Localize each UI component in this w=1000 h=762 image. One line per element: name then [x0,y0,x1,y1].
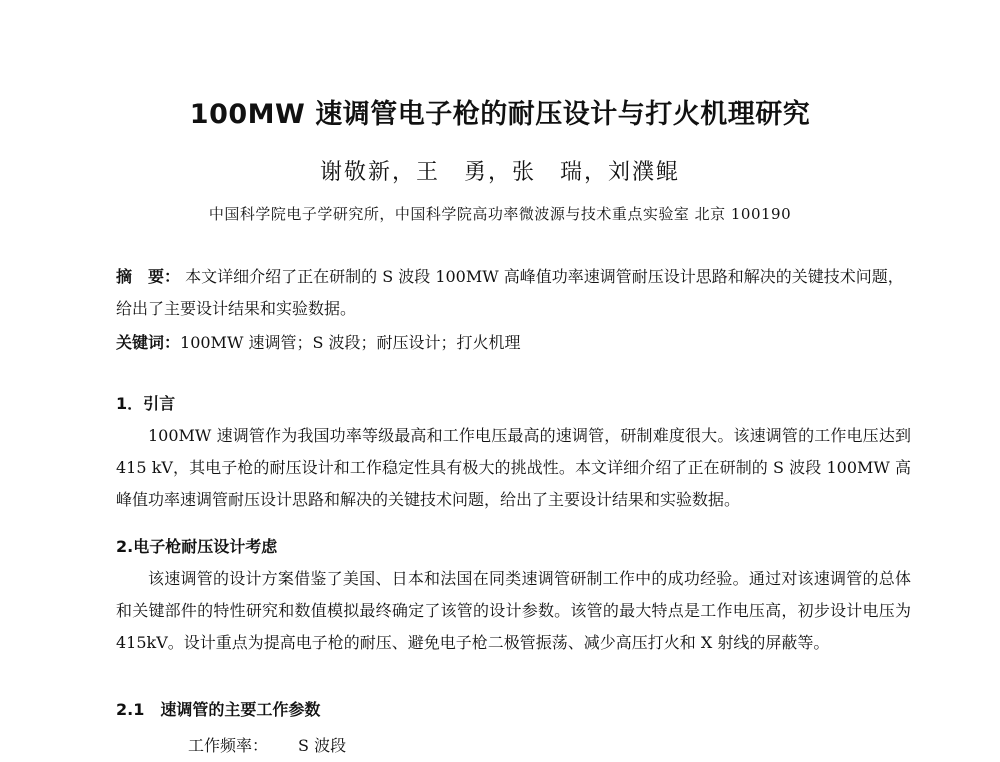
affiliation: 中国科学院电子学研究所，中国科学院高功率微波源与技术重点实验室 北京 100190 [208,205,792,223]
keywords-label: 关键词： [116,333,181,352]
keywords [116,327,911,359]
section-gun-design [116,531,911,659]
paper-title: 100MW 速调管电子枪的耐压设计与打火机理研究 [189,99,811,130]
author-list: 谢敬新，王 勇，张 瑞，刘濮鲲 [319,160,680,185]
subsection-heading: 2.1 速调管的主要工作参数 [116,700,321,719]
parameter-value: S 波段 [298,736,347,755]
subsection-parameters [116,694,911,726]
section-paragraph: 100MW 速调管作为我国功率等级最高和工作电压最高的速调管，研制难度很大。该速调管的工作电压达到 415 kV，其电子枪的耐压设计和工作稳定性具有极大的挑战性。本文详细介绍了正在研制的 S 波段 100MW 高峰值功率速调管耐压设计思路和解决的关键技术问题，给出了主要设计结果和实验数据。 [116,426,911,509]
abstract-text: 本文详细介绍了正在研制的 S 波段 100MW 高峰值功率速调管耐压设计思路和解决的关键技术问题，给出了主要设计结果和实验数据。 [116,267,904,318]
keywords-text: 100MW 速调管；S 波段；耐压设计；打火机理 [180,333,521,352]
section-paragraph: 该速调管的设计方案借鉴了美国、日本和法国在同类速调管研制工作中的成功经验。通过对该速调管的总体和关键部件的特性研究和数值模拟最终确定了该管的设计参数。该管的最大特点是工作电压高，初步设计电压为 415kV。设计重点为提高电子枪的耐压、避免电子枪二极管振荡、减少高压打火和 X 射线的屏蔽等。 [116,569,911,652]
abstract-label: 摘 要： [116,267,181,286]
section-heading: 2.电子枪耐压设计考虑 [116,537,278,556]
abstract [116,261,911,325]
section-introduction [116,388,911,516]
parameter-row [116,730,983,762]
parameter-label: 工作频率： [188,736,269,755]
section-heading: 1．引言 [116,394,176,413]
